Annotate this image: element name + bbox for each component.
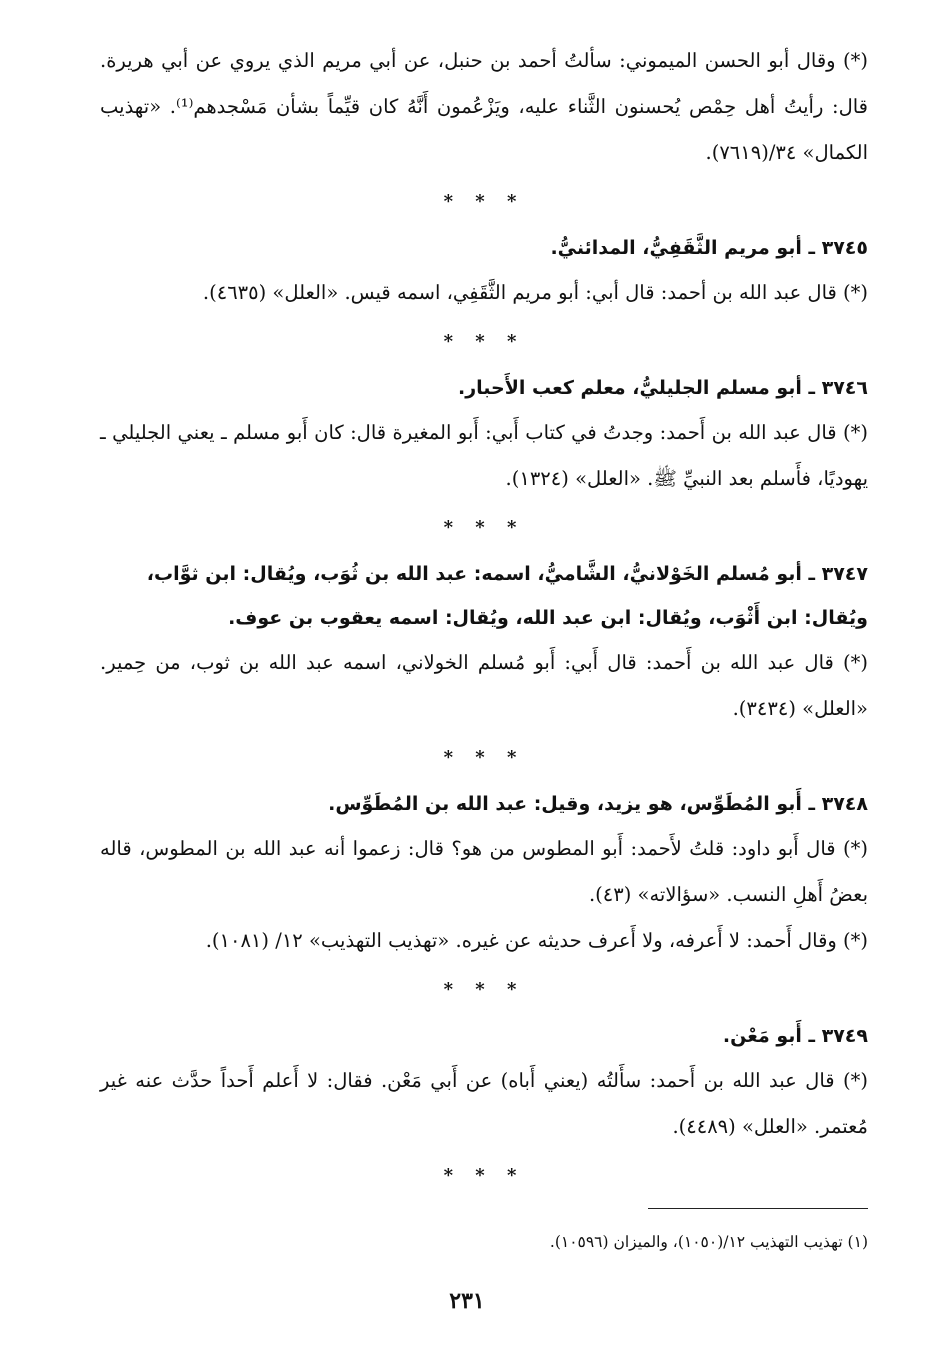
entry-paragraph: (*) قال عبد الله بن أَحمد: وجدتُ في كتاب أَبي: أَبو المغيرة قال: كان أَبو مسلم ـ يعني الجليلي ـ يهوديًا، فأَسلم بعد النبيِّ ﷺ. «العلل» (١٣٢٤).: [100, 421, 868, 490]
entry-title: ٣٧٤٩ ـ أَبو مَعْن.: [722, 1025, 868, 1047]
entry-3748: [100, 782, 868, 964]
entry-title: ٣٧٤٥ ـ أبو مريم الثَّقَفِيُّ، المدائنيُّ.: [550, 237, 868, 259]
entry-paragraph: (*) قال أَبو داود: قلتُ لأَحمد: أَبو المطوس من هو؟ قال: زعموا أنه عبد الله بن المطوس، قاله بعضُ أَهلِ النسب. «سؤالاته» (٤٣).: [100, 837, 868, 906]
entry-3746: [100, 366, 868, 502]
entry-3749: [100, 1014, 868, 1150]
section-separator: * * *: [443, 517, 525, 538]
section-separator: * * *: [443, 191, 525, 212]
section-separator: * * *: [443, 979, 525, 1000]
footnote: (١) تهذيب التهذيب ١٢/(١٠٥٠)، والميزان (١٠٥٩٦).: [549, 1233, 868, 1251]
page-number: ٢٣١: [449, 1288, 485, 1314]
entry-paragraph: (*) وقال أَحمد: لا أَعرفه، ولا أَعرف حديثه عن غيره. «تهذيب التهذيب» ١٢/ (١٠٨١).: [205, 929, 868, 952]
section-separator: * * *: [443, 331, 525, 352]
entry-title: ٣٧٤٧ ـ أبو مُسلم الخَوْلانيُّ، الشَّاميُّ، اسمه: عبد الله بن ثُوَب، ويُقال: ابن ثوَّاب، ويُقال: ابن أَثْوَب، ويُقال: ابن عبد الله، ويُقال: اسمه يعقوب بن عوف.: [146, 563, 868, 629]
entry-title: ٣٧٤٦ ـ أبو مسلم الجليليُّ، معلم كعب الأَحبار.: [458, 377, 868, 399]
entry-paragraph: (*) قال عبد الله بن أَحمد: سأَلتُه (يعني أَباه) عن أَبي مَعْن. فقال: لا أَعلم أَحداً حدَّث عنه غير مُعتمر. «العلل» (٤٤٨٩).: [100, 1069, 868, 1138]
section-separator: * * *: [443, 747, 525, 768]
entry-paragraph: (*) قال عبد الله بن أَحمد: قال أَبي: أَبو مُسلم الخولاني، اسمه عبد الله بن ثوب، من حِمير. «العلل» (٣٤٣٤).: [100, 651, 868, 720]
page-body: [100, 38, 868, 1200]
section-separator: * * *: [443, 1165, 525, 1186]
footnote-divider: [648, 1208, 868, 1209]
intro-paragraph: (*) وقال أبو الحسن الميموني: سألتُ أحمد بن حنبل، عن أبي مريم الذي يروي عن أبي هريرة. قال: رأيتُ أهل حِمْص يُحسنون الثَّناء عليه، ويَزْعُمون أَنَّهُ كان قيِّماً بشأن مَسْجدهم⁽¹⁾. «تهذيب الكمال» ٣٤/(٧٦١٩).: [100, 49, 869, 164]
entry-3747: [100, 552, 868, 732]
entry-paragraph: (*) قال عبد الله بن أحمد: قال أبي: أبو مريم الثَّقَفِي، اسمه قيس. «العلل» (٤٦٣٥).: [202, 281, 868, 304]
entry-3745: [100, 226, 868, 316]
entry-title: ٣٧٤٨ ـ أَبو المُطَوِّس، هو يزيد، وقيل: عبد الله بن المُطَوِّس.: [328, 793, 868, 815]
